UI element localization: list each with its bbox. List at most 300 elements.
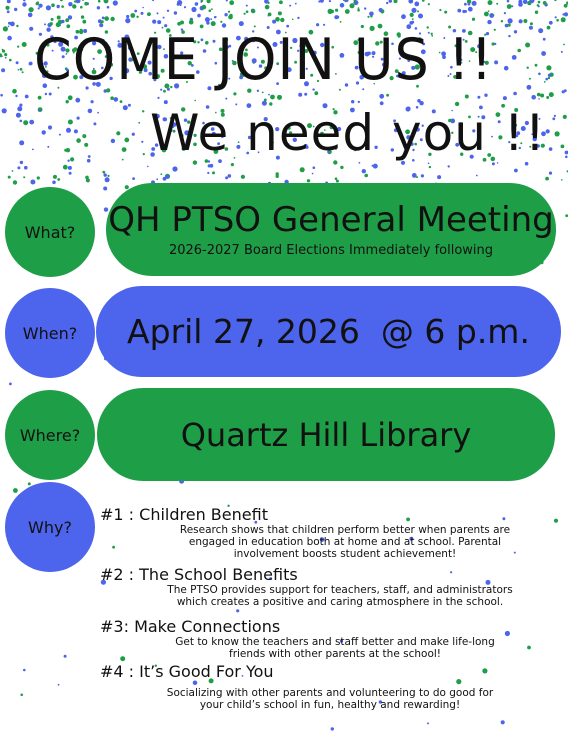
confetti-dot bbox=[472, 18, 475, 21]
confetti-dot bbox=[17, 46, 19, 48]
confetti-dot bbox=[367, 16, 369, 18]
confetti-dot bbox=[289, 5, 291, 7]
confetti-dot bbox=[212, 171, 215, 174]
confetti-dot bbox=[336, 16, 339, 19]
confetti-dot bbox=[105, 177, 110, 182]
confetti-dot bbox=[239, 21, 244, 26]
confetti-dot bbox=[362, 169, 366, 173]
reason-body bbox=[130, 524, 560, 560]
confetti-dot bbox=[340, 21, 342, 23]
confetti-dot bbox=[130, 13, 135, 18]
confetti-dot bbox=[448, 165, 450, 167]
confetti-dot bbox=[207, 172, 209, 174]
reason-body-line: Socializing with other parents and volunteering to do good for bbox=[166, 687, 494, 699]
confetti-dot bbox=[229, 14, 232, 17]
confetti-dot bbox=[110, 17, 114, 21]
confetti-dot bbox=[84, 2, 88, 6]
reason-title: #2 : The School Benefits bbox=[100, 565, 298, 584]
confetti-dot bbox=[19, 104, 22, 107]
confetti-dot bbox=[535, 64, 538, 67]
confetti-dot bbox=[529, 78, 531, 80]
confetti-dot bbox=[410, 13, 414, 17]
confetti-dot bbox=[23, 0, 25, 2]
confetti-dot bbox=[88, 155, 91, 158]
confetti-dot bbox=[231, 163, 234, 166]
confetti-dot bbox=[548, 77, 550, 79]
confetti-dot bbox=[389, 0, 392, 3]
confetti-dot bbox=[444, 11, 447, 14]
confetti-dot bbox=[68, 120, 73, 125]
confetti-dot bbox=[270, 95, 275, 100]
confetti-dot bbox=[549, 172, 552, 175]
confetti-dot bbox=[38, 7, 40, 9]
confetti-dot bbox=[23, 120, 28, 125]
confetti-dot bbox=[328, 9, 333, 14]
confetti-dot bbox=[49, 93, 52, 96]
confetti-dot bbox=[142, 7, 144, 9]
confetti-dot bbox=[357, 9, 360, 12]
confetti-dot bbox=[564, 4, 568, 8]
confetti-dot bbox=[93, 122, 96, 125]
confetti-dot bbox=[565, 151, 568, 155]
confetti-dot bbox=[527, 85, 532, 90]
confetti-dot bbox=[421, 174, 424, 177]
when-circle bbox=[5, 288, 95, 378]
confetti-dot bbox=[518, 2, 523, 7]
confetti-dot bbox=[91, 100, 94, 103]
reason-title: #1 : Children Benefit bbox=[100, 505, 268, 524]
confetti-dot bbox=[555, 16, 557, 18]
reason-body-line: Research shows that children perform better when parents are bbox=[179, 524, 511, 536]
confetti-dot bbox=[549, 92, 554, 97]
confetti-dot bbox=[340, 166, 343, 169]
confetti-dot bbox=[549, 21, 553, 25]
confetti-dot bbox=[77, 117, 80, 120]
confetti-dot bbox=[9, 59, 12, 62]
confetti-dot bbox=[23, 176, 25, 178]
confetti-dot bbox=[511, 5, 513, 7]
confetti-dot bbox=[429, 166, 431, 168]
confetti-dot bbox=[364, 174, 368, 178]
confetti-dot bbox=[211, 8, 213, 10]
confetti-dot bbox=[437, 175, 441, 179]
reason-body-line: involvement boosts student achievement! bbox=[233, 548, 457, 560]
confetti-dot bbox=[312, 173, 314, 175]
confetti-dot bbox=[143, 153, 145, 155]
confetti-dot bbox=[152, 0, 154, 1]
confetti-dot bbox=[268, 94, 270, 96]
confetti-dot bbox=[497, 162, 499, 164]
confetti-dot bbox=[292, 19, 294, 21]
reason-body bbox=[100, 687, 560, 711]
confetti-dot bbox=[47, 146, 49, 148]
confetti-dot bbox=[233, 92, 236, 95]
confetti-dot bbox=[7, 36, 12, 41]
confetti-dot bbox=[412, 18, 414, 20]
confetti-dot bbox=[57, 5, 60, 8]
confetti-dot bbox=[37, 176, 40, 179]
confetti-dot bbox=[7, 0, 11, 3]
confetti-dot bbox=[519, 19, 523, 23]
confetti-dot bbox=[525, 162, 529, 166]
confetti-dot bbox=[501, 20, 503, 22]
confetti-dot bbox=[110, 96, 114, 100]
confetti-dot bbox=[4, 53, 7, 56]
reason-school-benefits bbox=[100, 565, 560, 608]
confetti-dot bbox=[22, 42, 27, 47]
confetti-dot bbox=[545, 177, 549, 181]
confetti-dot bbox=[244, 13, 246, 15]
confetti-dot bbox=[50, 22, 53, 25]
confetti-dot bbox=[66, 100, 69, 103]
confetti-dot bbox=[17, 166, 20, 169]
confetti-dot bbox=[379, 94, 384, 99]
confetti-dot bbox=[87, 159, 91, 163]
confetti-dot bbox=[543, 38, 546, 41]
confetti-dot bbox=[279, 0, 283, 4]
confetti-dot bbox=[156, 178, 158, 180]
confetti-dot bbox=[61, 20, 65, 24]
confetti-dot bbox=[61, 5, 64, 8]
confetti-dot bbox=[350, 3, 355, 8]
reason-make-connections bbox=[100, 617, 560, 660]
confetti-dot bbox=[13, 488, 18, 493]
confetti-dot bbox=[2, 108, 7, 113]
where-circle bbox=[5, 390, 95, 480]
confetti-dot bbox=[24, 166, 28, 170]
confetti-dot bbox=[32, 149, 34, 151]
where-pill bbox=[97, 388, 555, 481]
confetti-dot bbox=[81, 15, 84, 18]
confetti-dot bbox=[163, 17, 165, 19]
confetti-dot bbox=[98, 0, 101, 3]
confetti-dot bbox=[189, 20, 194, 25]
confetti-dot bbox=[128, 104, 131, 107]
confetti-dot bbox=[195, 2, 199, 6]
confetti-dot bbox=[358, 7, 360, 9]
confetti-dot bbox=[160, 173, 162, 175]
confetti-dot bbox=[0, 94, 3, 97]
confetti-dot bbox=[556, 19, 559, 22]
confetti-dot bbox=[42, 130, 46, 134]
confetti-dot bbox=[555, 131, 560, 136]
confetti-dot bbox=[228, 11, 230, 13]
reason-title: #3: Make Connections bbox=[100, 617, 281, 636]
confetti-dot bbox=[546, 96, 549, 99]
reason-body-line: friends with other parents at the school! bbox=[229, 648, 441, 660]
confetti-dot bbox=[210, 18, 212, 20]
confetti-dot bbox=[44, 23, 46, 25]
confetti-dot bbox=[546, 65, 551, 70]
confetti-dot bbox=[386, 2, 388, 4]
confetti-dot bbox=[88, 109, 93, 114]
confetti-dot bbox=[45, 93, 47, 95]
confetti-dot bbox=[16, 113, 21, 118]
confetti-dot bbox=[412, 173, 417, 178]
confetti-dot bbox=[205, 17, 210, 22]
confetti-dot bbox=[82, 134, 86, 138]
confetti-dot bbox=[69, 172, 72, 175]
confetti-dot bbox=[503, 96, 507, 100]
confetti-dot bbox=[20, 68, 23, 71]
confetti-dot bbox=[5, 6, 9, 10]
confetti-dot bbox=[275, 17, 280, 22]
confetti-dot bbox=[554, 115, 556, 117]
confetti-dot bbox=[12, 170, 14, 172]
confetti-dot bbox=[300, 167, 305, 172]
confetti-dot bbox=[28, 482, 31, 485]
confetti-dot bbox=[157, 97, 159, 99]
confetti-dot bbox=[411, 21, 414, 24]
confetti-dot bbox=[20, 694, 23, 697]
reason-body bbox=[110, 636, 560, 660]
confetti-dot bbox=[14, 8, 17, 11]
confetti-dot bbox=[68, 95, 73, 100]
confetti-dot bbox=[8, 26, 10, 28]
confetti-dot bbox=[214, 16, 216, 18]
confetti-dot bbox=[537, 4, 539, 6]
confetti-dot bbox=[276, 172, 279, 175]
confetti-dot bbox=[477, 96, 480, 99]
confetti-dot bbox=[136, 16, 138, 18]
confetti-dot bbox=[107, 6, 110, 9]
confetti-dot bbox=[125, 18, 130, 23]
confetti-dot bbox=[465, 95, 469, 99]
confetti-dot bbox=[97, 6, 100, 9]
confetti-dot bbox=[37, 1, 39, 3]
confetti-dot bbox=[307, 179, 310, 182]
confetti-dot bbox=[541, 51, 546, 56]
confetti-dot bbox=[226, 0, 228, 2]
confetti-dot bbox=[191, 7, 196, 12]
confetti-dot bbox=[304, 93, 307, 96]
confetti-dot bbox=[544, 81, 546, 83]
confetti-dot bbox=[488, 0, 493, 5]
confetti-dot bbox=[562, 13, 564, 15]
confetti-dot bbox=[113, 0, 118, 5]
confetti-dot bbox=[565, 156, 568, 159]
meeting-title: QH PTSO General Meeting bbox=[108, 200, 554, 240]
confetti-dot bbox=[504, 12, 506, 14]
confetti-dot bbox=[57, 178, 60, 181]
confetti-dot bbox=[70, 157, 74, 161]
confetti-dot bbox=[225, 98, 227, 100]
confetti-dot bbox=[134, 10, 137, 13]
confetti-dot bbox=[29, 62, 32, 65]
confetti-dot bbox=[38, 109, 41, 112]
confetti-dot bbox=[538, 98, 540, 100]
confetti-dot bbox=[228, 174, 232, 178]
why-circle bbox=[5, 482, 95, 572]
meeting-location: Quartz Hill Library bbox=[180, 415, 472, 454]
confetti-dot bbox=[180, 4, 182, 6]
confetti-dot bbox=[9, 383, 12, 386]
confetti-dot bbox=[298, 93, 302, 97]
confetti-dot bbox=[68, 2, 72, 6]
confetti-dot bbox=[417, 10, 419, 12]
confetti-dot bbox=[523, 0, 528, 4]
confetti-dot bbox=[476, 175, 478, 177]
confetti-dot bbox=[122, 159, 124, 161]
confetti-dot bbox=[147, 166, 149, 168]
confetti-dot bbox=[157, 20, 161, 24]
confetti-dot bbox=[229, 0, 234, 5]
confetti-dot bbox=[100, 22, 102, 24]
confetti-dot bbox=[220, 21, 222, 23]
confetti-dot bbox=[246, 5, 248, 7]
confetti-dot bbox=[8, 176, 11, 179]
confetti-dot bbox=[209, 9, 212, 12]
confetti-dot bbox=[494, 60, 498, 64]
confetti-dot bbox=[468, 3, 471, 6]
confetti-dot bbox=[268, 2, 270, 4]
confetti-dot bbox=[508, 18, 513, 23]
confetti-dot bbox=[15, 95, 17, 97]
confetti-dot bbox=[60, 0, 63, 1]
confetti-dot bbox=[167, 10, 169, 12]
confetti-dot bbox=[102, 171, 105, 174]
confetti-dot bbox=[211, 21, 216, 26]
headline-come-join-us: COME JOIN US !! bbox=[34, 26, 494, 93]
confetti-dot bbox=[75, 98, 80, 103]
confetti-dot bbox=[358, 101, 360, 103]
confetti-dot bbox=[48, 125, 52, 129]
confetti-dot bbox=[538, 1, 541, 4]
confetti-dot bbox=[68, 166, 72, 170]
confetti-dot bbox=[12, 89, 17, 94]
confetti-dot bbox=[46, 5, 51, 10]
confetti-dot bbox=[514, 30, 517, 33]
confetti-dot bbox=[114, 97, 119, 102]
confetti-dot bbox=[531, 95, 536, 100]
confetti-dot bbox=[414, 2, 419, 7]
confetti-dot bbox=[549, 147, 553, 151]
confetti-dot bbox=[28, 13, 33, 18]
confetti-dot bbox=[427, 722, 429, 724]
confetti-dot bbox=[72, 4, 76, 8]
confetti-dot bbox=[107, 175, 109, 177]
confetti-dot bbox=[545, 78, 548, 81]
confetti-dot bbox=[152, 20, 156, 24]
confetti-dot bbox=[22, 2, 26, 6]
confetti-dot bbox=[82, 0, 84, 1]
confetti-dot bbox=[484, 94, 487, 97]
confetti-dot bbox=[494, 29, 496, 31]
confetti-dot bbox=[369, 12, 374, 17]
confetti-dot bbox=[401, 14, 406, 19]
confetti-dot bbox=[29, 27, 33, 31]
meeting-subtitle: 2026-2027 Board Elections Immediately following bbox=[168, 243, 494, 258]
confetti-dot bbox=[7, 10, 10, 13]
confetti-dot bbox=[67, 160, 69, 162]
confetti-dot bbox=[102, 17, 105, 20]
confetti-dot bbox=[58, 684, 60, 686]
confetti-dot bbox=[508, 24, 511, 27]
confetti-dot bbox=[126, 15, 129, 18]
confetti-dot bbox=[340, 3, 345, 8]
confetti-dot bbox=[525, 43, 530, 48]
confetti-dot bbox=[411, 8, 416, 13]
confetti-dot bbox=[540, 94, 544, 98]
confetti-dot bbox=[52, 181, 56, 185]
confetti-dot bbox=[51, 3, 55, 7]
reason-body bbox=[120, 584, 560, 608]
reason-title: #4 : It’s Good For You bbox=[100, 662, 274, 681]
confetti-dot bbox=[157, 12, 159, 14]
what-label: What? bbox=[24, 222, 76, 242]
confetti-dot bbox=[513, 92, 517, 96]
confetti-dot bbox=[329, 0, 331, 2]
reason-body-line: Get to know the teachers and staff better and make life-long bbox=[175, 636, 495, 648]
confetti-dot bbox=[335, 177, 338, 180]
confetti-dot bbox=[546, 129, 550, 133]
confetti-dot bbox=[184, 6, 186, 8]
confetti-dot bbox=[246, 10, 249, 13]
confetti-dot bbox=[496, 3, 498, 5]
confetti-dot bbox=[418, 14, 423, 19]
confetti-dot bbox=[80, 6, 83, 9]
confetti-dot bbox=[488, 10, 490, 12]
confetti-dot bbox=[53, 175, 57, 179]
confetti-dot bbox=[547, 26, 551, 30]
confetti-dot bbox=[120, 100, 123, 103]
confetti-dot bbox=[16, 61, 19, 64]
confetti-dot bbox=[552, 117, 555, 120]
confetti-dot bbox=[59, 134, 61, 136]
confetti-dot bbox=[180, 21, 184, 25]
confetti-dot bbox=[20, 120, 23, 123]
confetti-dot bbox=[132, 133, 135, 136]
confetti-dot bbox=[2, 50, 5, 53]
confetti-dot bbox=[494, 43, 496, 45]
confetti-dot bbox=[18, 69, 20, 71]
confetti-dot bbox=[514, 169, 518, 173]
confetti-dot bbox=[163, 177, 167, 181]
confetti-dot bbox=[265, 5, 270, 10]
confetti-dot bbox=[422, 0, 425, 2]
confetti-dot bbox=[17, 106, 22, 111]
confetti-dot bbox=[51, 18, 54, 21]
confetti-dot bbox=[177, 0, 182, 5]
confetti-dot bbox=[428, 163, 430, 165]
confetti-dot bbox=[122, 147, 127, 152]
confetti-dot bbox=[123, 105, 128, 110]
confetti-dot bbox=[236, 609, 239, 612]
confetti-dot bbox=[561, 179, 563, 181]
confetti-dot bbox=[30, 180, 35, 185]
confetti-dot bbox=[484, 12, 489, 17]
confetti-dot bbox=[210, 164, 214, 168]
confetti-dot bbox=[359, 162, 361, 164]
why-label: Why? bbox=[28, 517, 72, 537]
confetti-dot bbox=[20, 161, 23, 164]
confetti-dot bbox=[527, 67, 529, 69]
reason-body-line: engaged in education both at home and at school. Parental bbox=[188, 536, 502, 548]
confetti-dot bbox=[529, 26, 533, 30]
where-label: Where? bbox=[19, 425, 81, 445]
confetti-dot bbox=[76, 138, 81, 143]
confetti-dot bbox=[104, 173, 107, 176]
confetti-dot bbox=[104, 16, 109, 21]
confetti-dot bbox=[29, 7, 34, 12]
confetti-dot bbox=[508, 35, 510, 37]
confetti-dot bbox=[63, 165, 68, 170]
confetti-dot bbox=[64, 655, 67, 658]
confetti-dot bbox=[538, 73, 541, 76]
confetti-dot bbox=[22, 71, 24, 73]
confetti-dot bbox=[462, 10, 465, 13]
confetti-dot bbox=[297, 17, 299, 19]
